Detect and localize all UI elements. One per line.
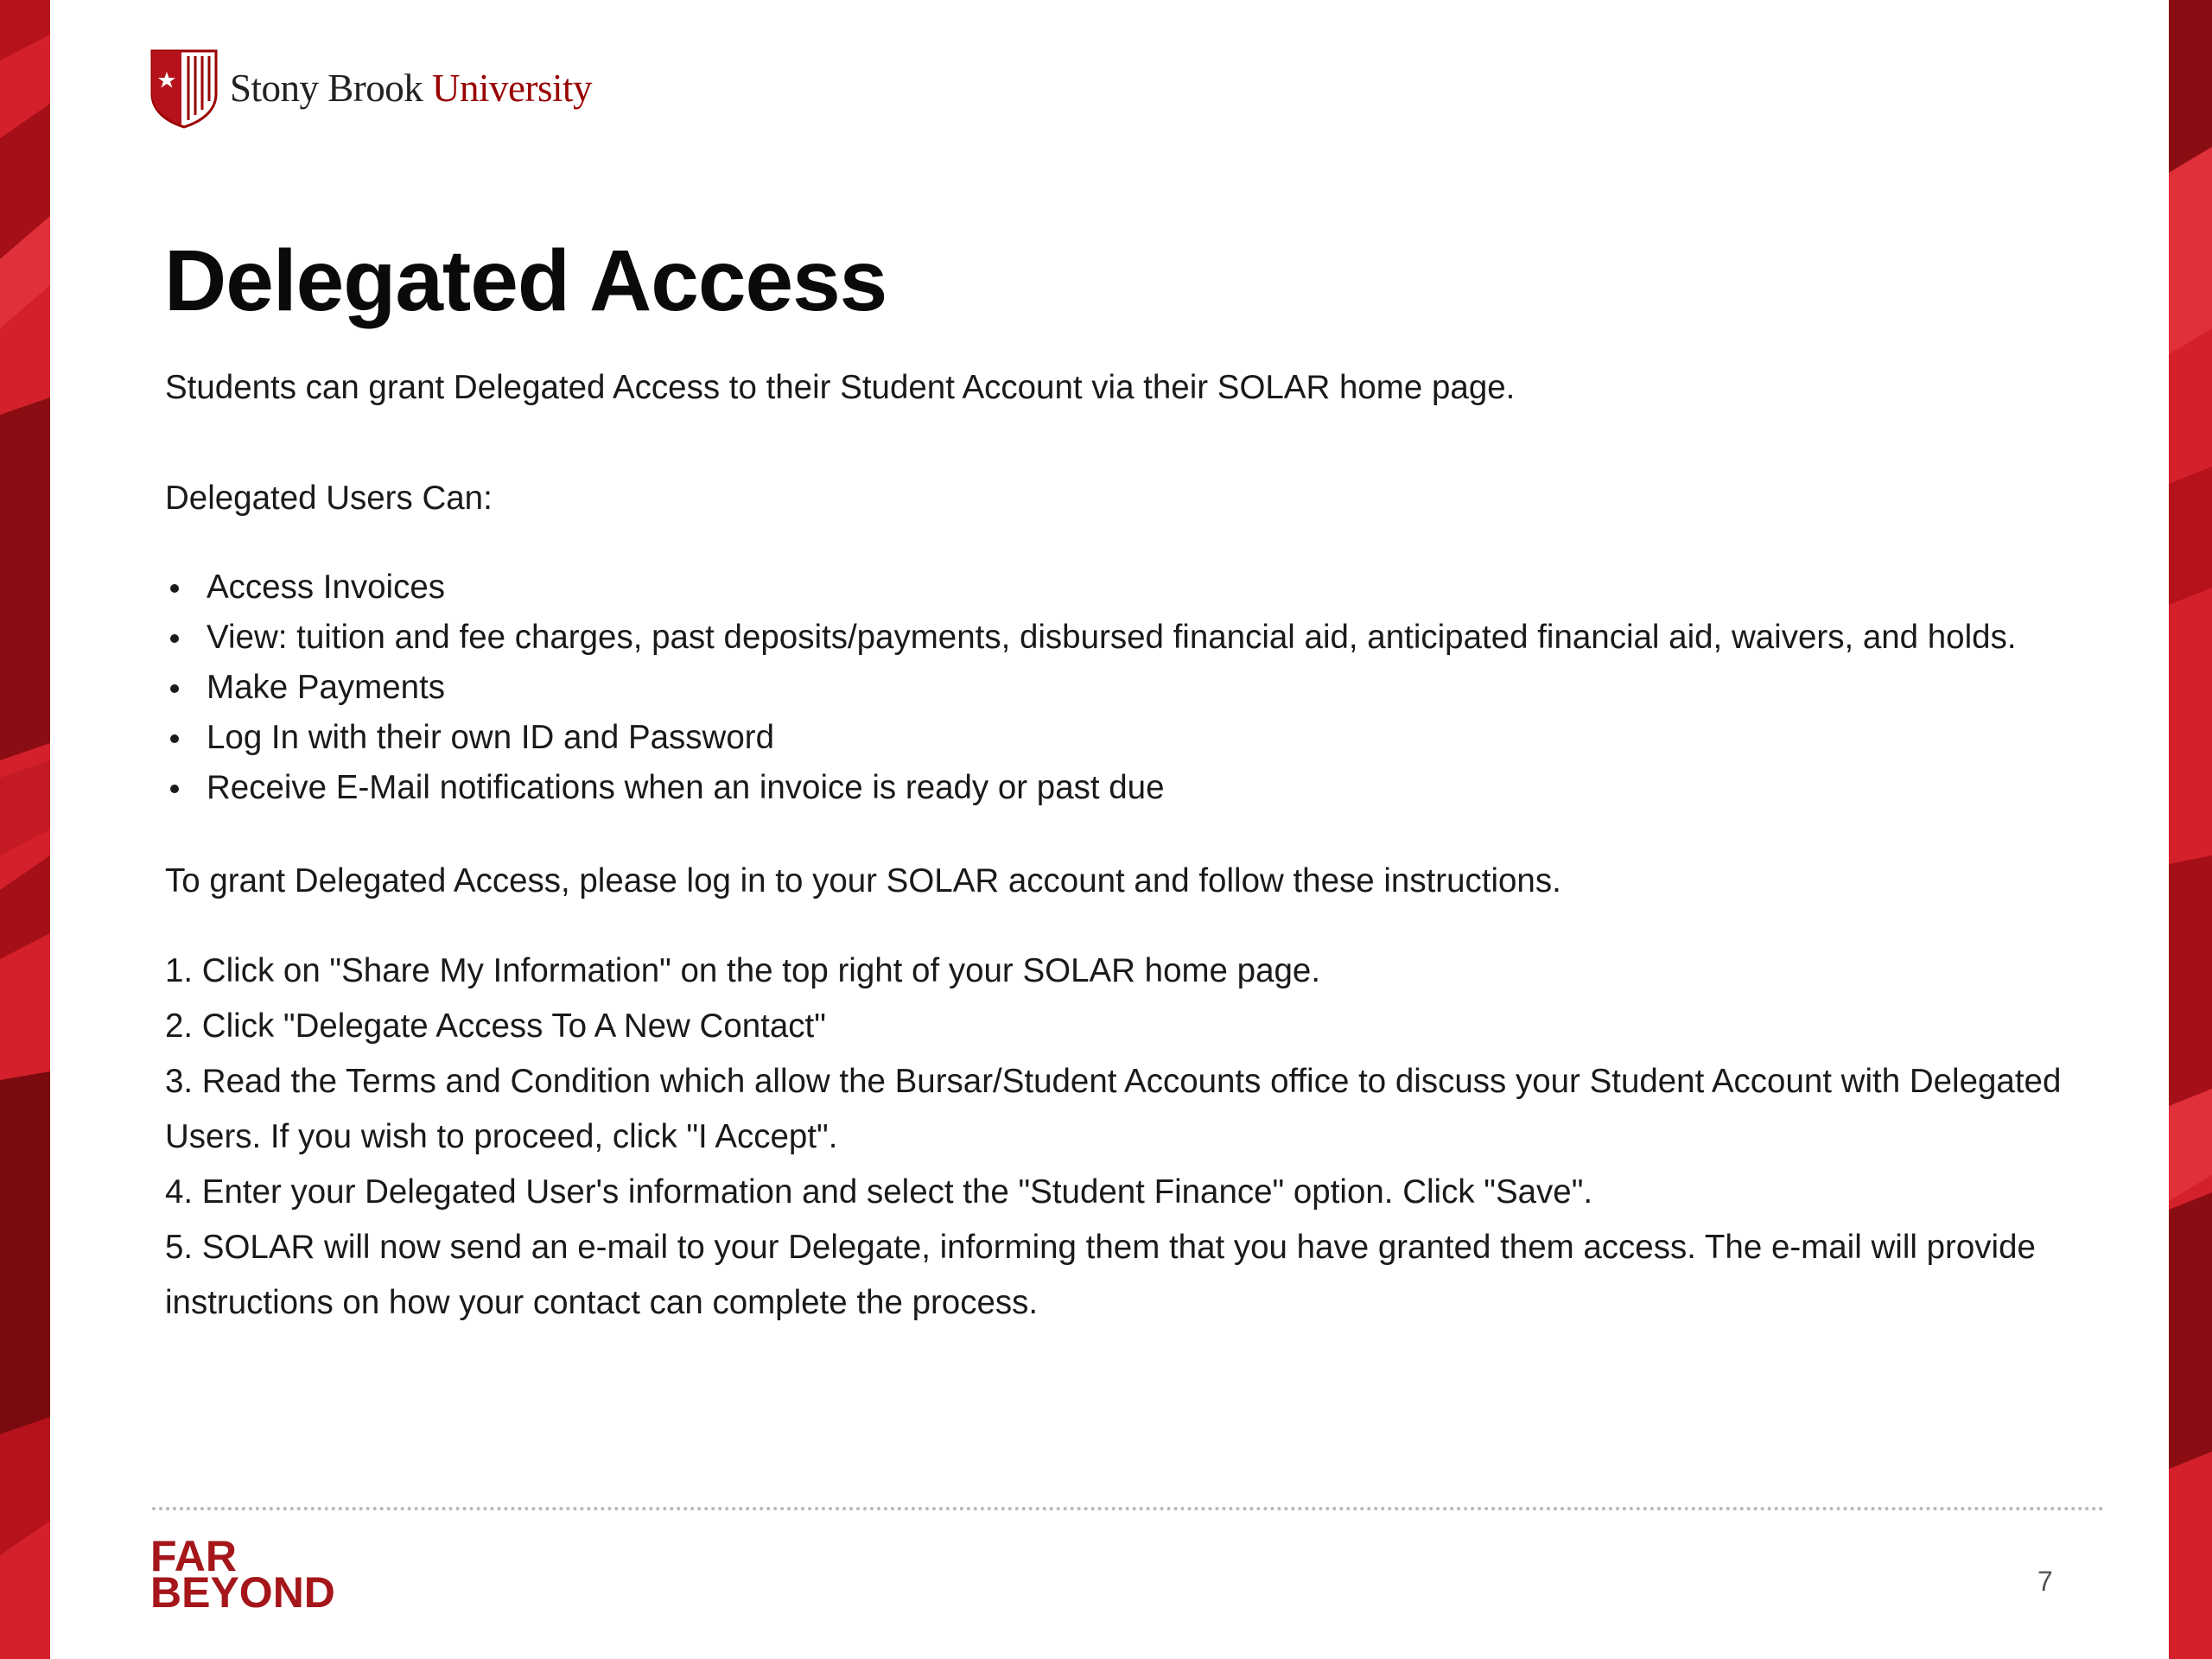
list-item: View: tuition and fee charges, past deposits/payments, disbursed financial aid, anticipated financial aid, waivers, and holds. xyxy=(165,613,2109,663)
logo-wordmark xyxy=(230,66,592,111)
page-number: 7 xyxy=(2037,1566,2053,1597)
list-item: Receive E-Mail notifications when an invoice is ready or past due xyxy=(165,763,2109,813)
footer-divider xyxy=(152,1507,2105,1510)
far-beyond-tagline xyxy=(150,1532,335,1617)
right-decorative-band xyxy=(2169,0,2212,1659)
step-item: 3. Read the Terms and Condition which allow the Bursar/Student Accounts office to discuss your Student Account with Delegated Users. If you wish to proceed, click "I Accept". xyxy=(165,1063,2062,1156)
list-item: Log In with their own ID and Password xyxy=(165,713,2109,763)
capabilities-list xyxy=(165,563,2109,813)
steps-list xyxy=(165,944,2109,1331)
grant-instructions-text: To grant Delegated Access, please log in to your SOLAR account and follow these instructions. xyxy=(165,861,1561,899)
list-item: Access Invoices xyxy=(165,563,2109,613)
step-item: 5. SOLAR will now send an e-mail to your Delegate, informing them that you have granted them access. The e-mail will provide instructions on how your contact can complete the process. xyxy=(165,1229,2036,1322)
logo-brand-first: Stony Brook xyxy=(230,67,423,110)
intro-text: Students can grant Delegated Access to their Student Account via their SOLAR home page. xyxy=(165,369,1516,406)
slide-title: Delegated Access xyxy=(164,232,887,329)
slide-page xyxy=(50,0,2169,1659)
shield-star-icon xyxy=(150,48,218,129)
slide-content xyxy=(165,363,2109,1331)
logo-brand-second: University xyxy=(432,67,593,110)
tagline-line-2: BEYOND xyxy=(150,1568,335,1617)
step-item: 1. Click on "Share My Information" on the top right of your SOLAR home page. xyxy=(165,952,1321,990)
university-logo xyxy=(150,45,592,131)
tagline-line-1: FAR xyxy=(150,1532,237,1580)
step-item: 4. Enter your Delegated User's information and select the "Student Finance" option. Click "Save". xyxy=(165,1173,1593,1211)
delegated-users-label: Delegated Users Can: xyxy=(165,479,493,517)
left-decorative-band xyxy=(0,0,50,1659)
step-item: 2. Click "Delegate Access To A New Contact" xyxy=(165,1007,826,1046)
list-item: Make Payments xyxy=(165,663,2109,713)
